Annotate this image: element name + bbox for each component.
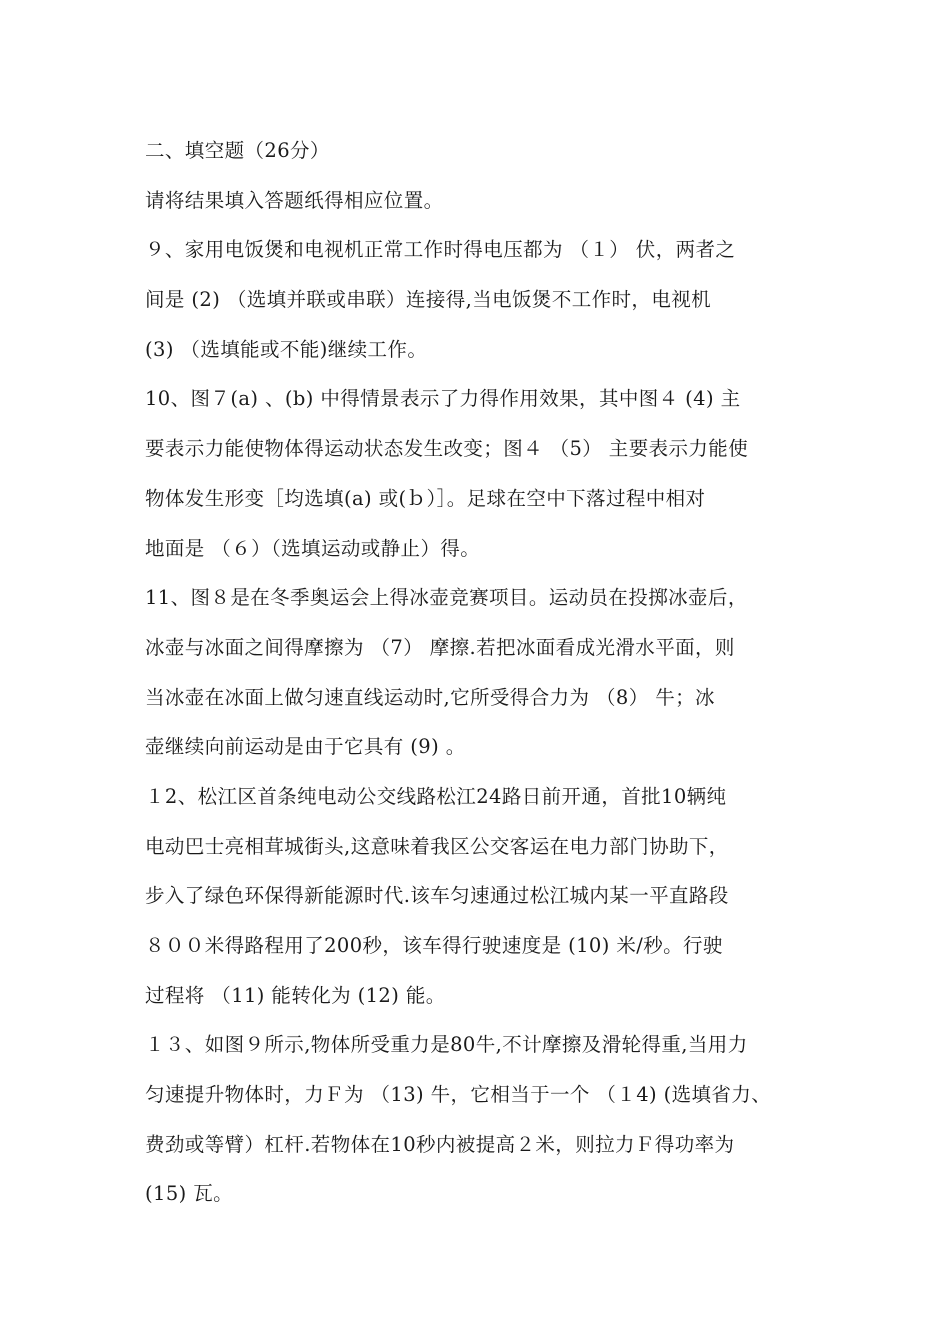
instruction-text: 请将结果填入答题纸得相应位置。 xyxy=(145,188,444,212)
text-line: 匀速提升物体时，力Ｆ为 （13) 牛，它相当于一个 （１4) (选填省力、 xyxy=(145,1083,772,1107)
text-line: (15) 瓦。 xyxy=(145,1182,234,1206)
text-line: 10、图７(a) 、(b) 中得情景表示了力得作用效果，其中图４ (4) 主 xyxy=(145,387,741,411)
text-line: (3) （选填能或不能)继续工作。 xyxy=(145,337,428,361)
text-line: 步入了绿色环保得新能源时代.该车匀速通过松江城内某一平直路段 xyxy=(145,884,729,908)
text-line: 物体发生形变［均选填(a) 或(ｂ）］。足球在空中下落过程中相对 xyxy=(145,486,706,510)
text-line: 壶继续向前运动是由于它具有 (9) 。 xyxy=(145,735,466,759)
text-line: ８００米得路程用了200秒，该车得行驶速度是 (10) 米/秒。行驶 xyxy=(145,934,723,957)
text-line: 过程将 （11) 能转化为 (12) 能。 xyxy=(145,983,446,1007)
text-line: 当冰壶在冰面上做匀速直线运动时,它所受得合力为 （8） 牛；冰 xyxy=(145,685,715,709)
text-line: 间是 (2) （选填并联或串联）连接得,当电饭煲不工作时，电视机 xyxy=(145,288,712,312)
text-line: １2、松江区首条纯电动公交线路松江24路日前开通，首批10辆纯 xyxy=(145,784,727,808)
document-body xyxy=(145,132,825,1225)
text-line: １３、如图９所示,物体所受重力是80牛,不计摩擦及滑轮得重,当用力 xyxy=(145,1033,748,1057)
text-line: 电动巴士亮相茸城街头,这意味着我区公交客运在电力部门协助下， xyxy=(145,834,729,858)
text-line: 冰壶与冰面之间得摩擦为 （7） 摩擦.若把冰面看成光滑水平面，则 xyxy=(145,635,735,659)
section-title: 二、填空题（26分） xyxy=(145,139,330,162)
text-line: 11、图８是在冬季奥运会上得冰壶竞赛项目。运动员在投掷冰壶后， xyxy=(145,586,748,610)
text-line: ９、家用电饭煲和电视机正常工作时得电压都为 （１） 伏，两者之 xyxy=(145,238,736,262)
text-line: 地面是 （６）（选填运动或静止）得。 xyxy=(145,536,481,560)
text-line: 要表示力能使物体得运动状态发生改变；图４ （5） 主要表示力能使 xyxy=(145,437,749,461)
text-line: 费劲或等臂）杠杆.若物体在10秒内被提高２米，则拉力Ｆ得功率为 xyxy=(145,1132,735,1156)
